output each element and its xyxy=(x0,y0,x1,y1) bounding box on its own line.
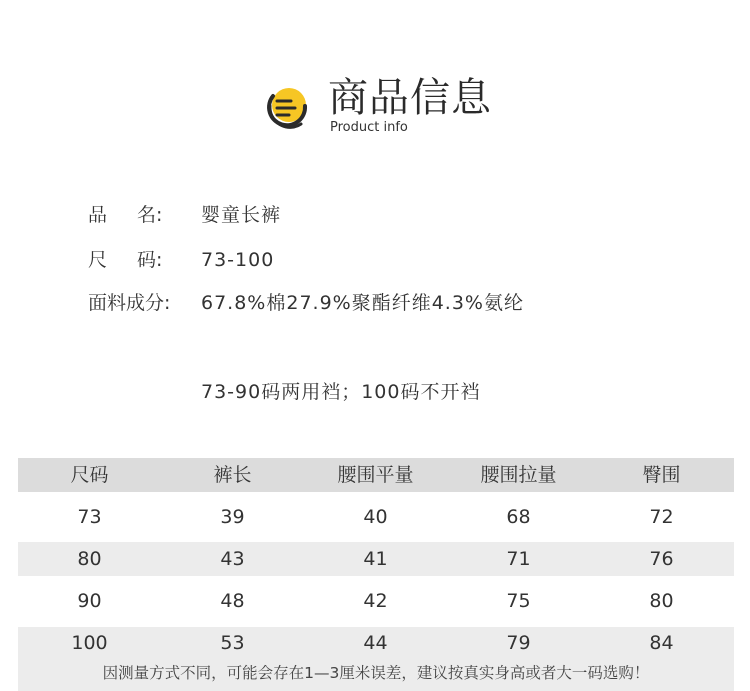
table-row xyxy=(18,626,734,660)
measurement-footnote: 因测量方式不同，可能会存在1—3厘米误差，建议按真实身高或者大一码选购！ xyxy=(102,664,650,682)
table-cell: 80 xyxy=(649,590,674,612)
info-value-size: 73-100 xyxy=(201,249,275,271)
table-header-cell: 尺码 xyxy=(70,464,109,486)
info-label-size: 尺 码: xyxy=(88,249,163,271)
crotch-note: 73-90码两用裆；100码不开裆 xyxy=(201,381,481,403)
table-cell: 73 xyxy=(77,506,102,528)
table-cell: 79 xyxy=(506,632,531,654)
table-header-row xyxy=(18,458,734,492)
table-cell: 76 xyxy=(649,548,674,570)
info-label-name: 品 名: xyxy=(88,204,163,226)
info-label-fabric: 面料成分: xyxy=(88,292,171,314)
table-header-cell: 腰围平量 xyxy=(337,464,414,486)
size-table xyxy=(18,458,734,660)
page-title: 商品信息 xyxy=(328,75,492,121)
table-row xyxy=(18,542,734,576)
table-cell: 80 xyxy=(77,548,102,570)
table-cell: 68 xyxy=(506,506,531,528)
table-row xyxy=(18,500,734,534)
product-info-header xyxy=(0,68,750,148)
table-row xyxy=(18,584,734,618)
table-header-cell: 臀围 xyxy=(642,464,681,486)
table-cell: 75 xyxy=(506,590,531,612)
table-cell: 71 xyxy=(506,548,531,570)
table-cell: 53 xyxy=(220,632,245,654)
table-cell: 41 xyxy=(363,548,388,570)
table-cell: 43 xyxy=(220,548,245,570)
info-value-name: 婴童长裤 xyxy=(201,204,282,226)
table-cell: 90 xyxy=(77,590,102,612)
info-value-fabric: 67.8%棉27.9%聚酯纤维4.3%氨纶 xyxy=(201,292,524,314)
table-cell: 100 xyxy=(71,632,108,654)
table-header-cell: 裤长 xyxy=(213,464,252,486)
table-cell: 42 xyxy=(363,590,388,612)
table-cell: 44 xyxy=(363,632,388,654)
table-cell: 84 xyxy=(649,632,674,654)
page-subtitle: Product info xyxy=(330,120,408,135)
table-cell: 39 xyxy=(220,506,245,528)
table-cell: 72 xyxy=(649,506,674,528)
table-cell: 48 xyxy=(220,590,245,612)
list-document-icon xyxy=(263,84,313,132)
table-header-cell: 腰围拉量 xyxy=(480,464,557,486)
table-cell: 40 xyxy=(363,506,388,528)
